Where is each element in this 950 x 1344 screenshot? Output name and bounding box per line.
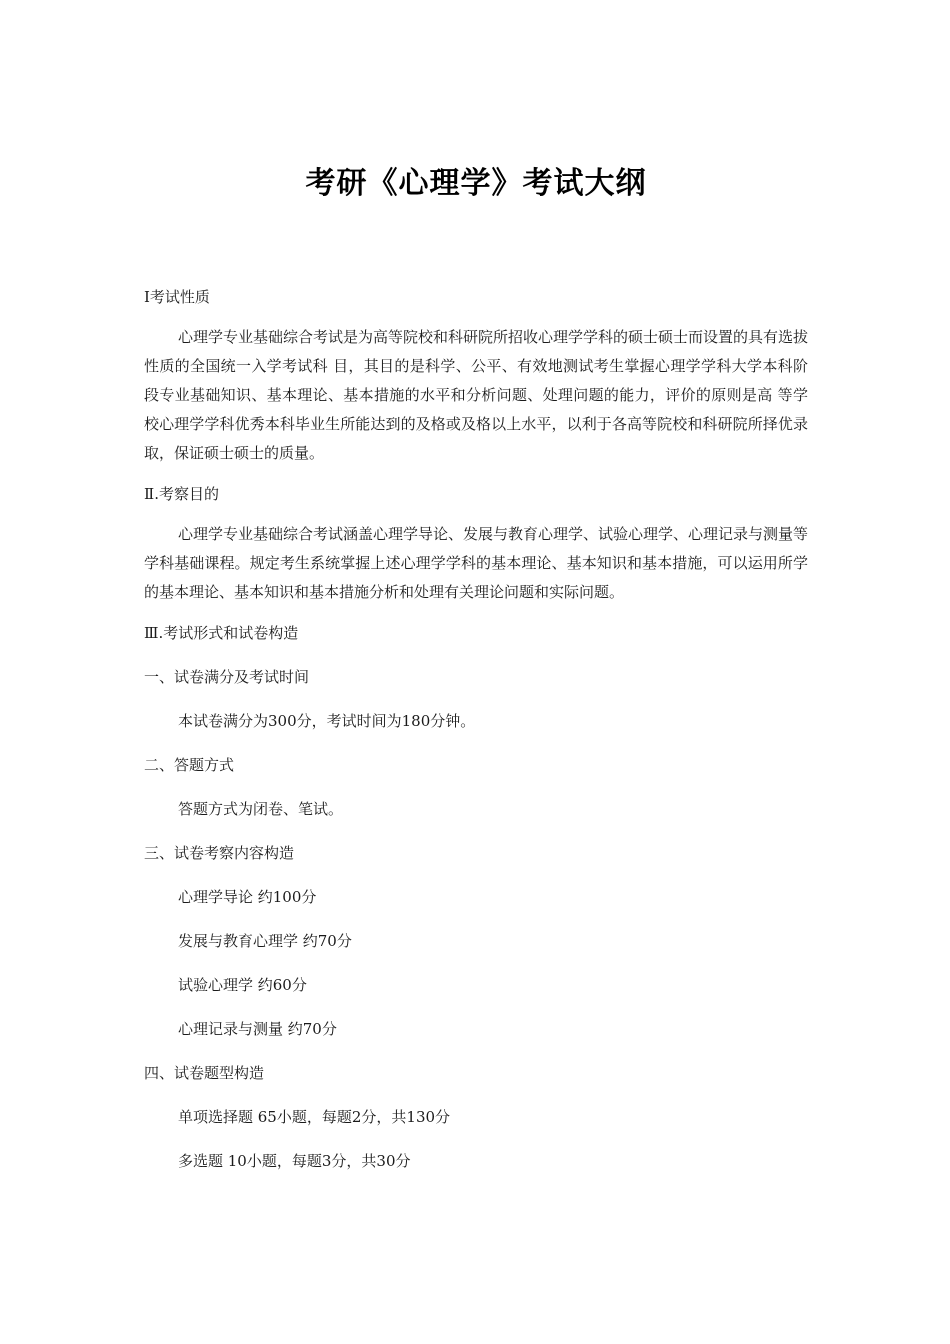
subsection-heading-answer-mode: 二、答题方式 [144, 756, 235, 774]
question-type-item: 单项选择题 65小题，每题2分，共130分 [178, 1108, 451, 1126]
content-structure-item: 心理学导论 约100分 [178, 888, 317, 906]
section-paragraph-purpose: 心理学专业基础综合考试涵盖心理学导论、发展与教育心理学、试验心理学、心理记录与测量等学科基础课程。规定考生系统掌握上述心理学学科的基本理论、基本知识和基本措施，可以运用所学的基本理论、基本知识和基本措施分析和处理有关理论问题和实际问题。 [144, 525, 809, 601]
subsection-text-score-time: 本试卷满分为300分，考试时间为180分钟。 [178, 712, 476, 730]
subsection-text-answer-mode: 答题方式为闭卷、笔试。 [178, 800, 344, 818]
section-heading-nature: Ⅰ考试性质 [144, 288, 210, 306]
section-paragraph-nature: 心理学专业基础综合考试是为高等院校和科研院所招收心理学学科的硕士硕士而设置的具有选拔性质的全国统一入学考试科 目，其目的是科学、公平、有效地测试考生掌握心理学学科大学本科阶段专业基础知识、基本理论、基本措施的水平和分析问题、处理问题的能力，评价的原则是高 等学校心理学学科优秀本科毕业生所能达到的及格或及格以上水平，以利于各高等院校和科研院所择优录取，保证硕士硕士的质量。 [144, 328, 809, 462]
document-title: 考研《心理学》考试大纲 [305, 166, 647, 201]
subsection-heading-content-structure: 三、试卷考察内容构造 [144, 844, 295, 862]
section-heading-format: Ⅲ.考试形式和试卷构造 [144, 624, 299, 642]
section-heading-purpose: Ⅱ.考察目的 [144, 485, 219, 503]
question-type-item: 多选题 10小题，每题3分，共30分 [178, 1152, 411, 1170]
document-body [144, 284, 808, 1192]
subsection-heading-score-time: 一、试卷满分及考试时间 [144, 668, 310, 686]
subsection-heading-question-types: 四、试卷题型构造 [144, 1064, 265, 1082]
content-structure-item: 发展与教育心理学 约70分 [178, 932, 352, 950]
content-structure-item: 心理记录与测量 约70分 [178, 1020, 337, 1038]
content-structure-item: 试验心理学 约60分 [178, 976, 307, 994]
